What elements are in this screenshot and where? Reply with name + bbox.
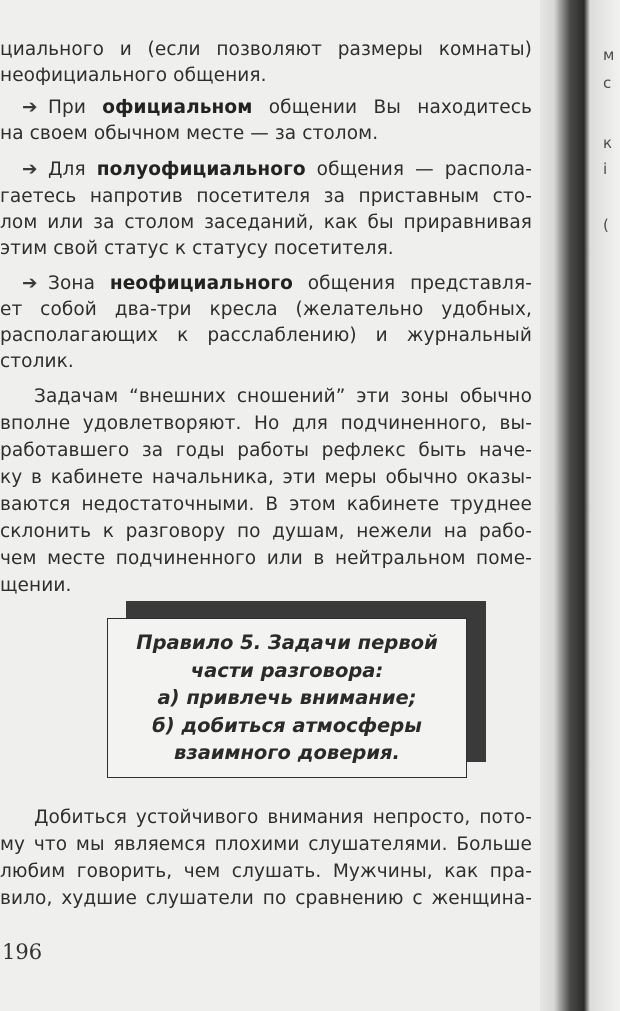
bullet-line: ➔ Зона неофициального общения представля- — [22, 273, 532, 294]
page-number: 196 — [2, 940, 43, 964]
next-page-fragment: м — [603, 46, 615, 64]
text-line: работавшего за годы работы рефлекс быть наче- — [0, 440, 532, 461]
text-line: располагающих к расслаблению) и журнальный — [0, 325, 532, 346]
text-line: склонить к разговору по душам, нежели на рабо- — [0, 521, 532, 542]
rule-line: части разговора: — [190, 659, 384, 682]
text-line: вило, худшие слушатели по сравнению с женщина- — [0, 888, 532, 909]
text-line: му что мы являемся плохими слушателями. Больше — [0, 834, 532, 855]
next-page-fragment: к — [603, 134, 613, 152]
text-line: ваются недостаточными. В этом кабинете труднее — [0, 494, 532, 515]
text-line: любим говорить, чем слушать. Мужчины, как пра- — [0, 861, 532, 882]
text-line: на своем обычном месте — за столом. — [0, 123, 379, 144]
text-line: лом или за столом заседаний, как бы приравнивая — [0, 212, 532, 233]
next-page-fragment: і — [603, 160, 608, 178]
bold-term: полуофициального — [96, 159, 306, 180]
bold-term: официальном — [102, 97, 253, 118]
text-line: циального и (если позволяют размеры комнаты) — [0, 39, 532, 60]
bullet-line: ➔ При официальном общении Вы находитесь — [22, 97, 532, 118]
text-line: ку в кабинете начальника, эти меры обычно оказы- — [0, 467, 532, 488]
text-line: Задачам “внешних сношений” эти зоны обычно — [34, 386, 532, 407]
text-line: неофициального общения. — [0, 65, 267, 86]
next-page-fragment: ( — [603, 216, 609, 234]
rule-callout-box — [107, 618, 467, 778]
text-line: ет собой два-три кресла (желательно удобных, — [0, 299, 532, 320]
arrow-bullet-icon: ➔ — [22, 159, 38, 180]
next-page-fragment: с — [603, 74, 612, 92]
rule-line: б) добиться атмосферы — [152, 714, 422, 737]
text-line: гаетесь напротив посетителя за приставным сто- — [0, 186, 532, 207]
text-line: столик. — [0, 351, 74, 372]
rule-line: а) привлечь внимание; — [157, 686, 417, 709]
rule-title: Правило 5. Задачи первой — [136, 631, 438, 654]
text-line: щении. — [0, 575, 72, 596]
arrow-bullet-icon: ➔ — [22, 97, 38, 118]
bullet-line: ➔ Для полуофициального общения — распола- — [22, 159, 533, 180]
arrow-bullet-icon: ➔ — [22, 273, 38, 294]
rule-line: взаимного доверия. — [174, 741, 400, 764]
text-line: вполне удовлетворяют. Но для подчиненного, вы- — [0, 413, 532, 434]
bold-term: неофициального — [109, 273, 293, 294]
text-line: этим свой статус к статусу посетителя. — [0, 238, 394, 259]
text-line: Добиться устойчивого внимания непросто, пото- — [34, 807, 532, 828]
text-line: чем месте подчиненного или в нейтральном поме- — [0, 548, 532, 569]
